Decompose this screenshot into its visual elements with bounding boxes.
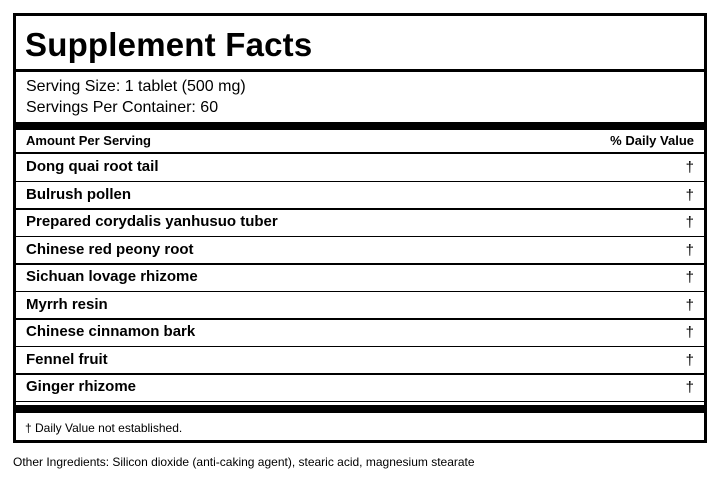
- ingredient-daily-value: †: [685, 379, 694, 396]
- ingredient-daily-value: †: [685, 296, 694, 314]
- amount-per-serving-header: Amount Per Serving: [26, 133, 151, 148]
- other-ingredients: Other Ingredients: Silicon dioxide (anti-caking agent), stearic acid, magnesium stearate: [13, 455, 475, 469]
- supplement-facts-panel: [13, 13, 707, 443]
- ingredient-row: [16, 182, 704, 208]
- ingredient-row: [16, 292, 704, 318]
- panel-title: Supplement Facts: [25, 26, 313, 63]
- ingredient-daily-value: †: [685, 269, 694, 286]
- ingredient-row: [16, 237, 704, 263]
- ingredient-row: [16, 347, 704, 373]
- ingredient-name: Prepared corydalis yanhusuo tuber: [26, 213, 278, 230]
- servings-per-container: Servings Per Container: 60: [26, 99, 219, 116]
- title-divider: [16, 69, 704, 72]
- daily-value-footnote: † Daily Value not established.: [25, 421, 183, 435]
- ingredient-name: Sichuan lovage rhizome: [26, 268, 198, 285]
- thick-divider-bottom: [16, 405, 704, 413]
- ingredient-row: [16, 319, 704, 345]
- ingredient-daily-value: †: [685, 324, 694, 341]
- serving-size: Serving Size: 1 tablet (500 mg): [26, 78, 246, 95]
- ingredient-daily-value: †: [685, 159, 694, 176]
- ingredient-row: [16, 209, 704, 235]
- ingredient-daily-value: †: [685, 186, 694, 204]
- ingredient-name: Myrrh resin: [26, 295, 108, 313]
- ingredient-row: [16, 154, 704, 180]
- ingredient-name: Fennel fruit: [26, 350, 108, 368]
- ingredient-daily-value: †: [685, 241, 694, 259]
- row-divider: [16, 401, 704, 403]
- ingredient-row: [16, 374, 704, 400]
- daily-value-header: % Daily Value: [610, 133, 694, 148]
- thick-divider-top: [16, 122, 704, 130]
- ingredient-name: Chinese red peony root: [26, 240, 194, 258]
- ingredient-name: Chinese cinnamon bark: [26, 323, 196, 340]
- ingredient-name: Dong quai root tail: [26, 158, 159, 175]
- ingredient-daily-value: †: [685, 214, 694, 231]
- ingredient-row: [16, 264, 704, 290]
- ingredient-daily-value: †: [685, 351, 694, 369]
- ingredient-name: Ginger rhizome: [26, 378, 137, 395]
- ingredient-name: Bulrush pollen: [26, 185, 131, 203]
